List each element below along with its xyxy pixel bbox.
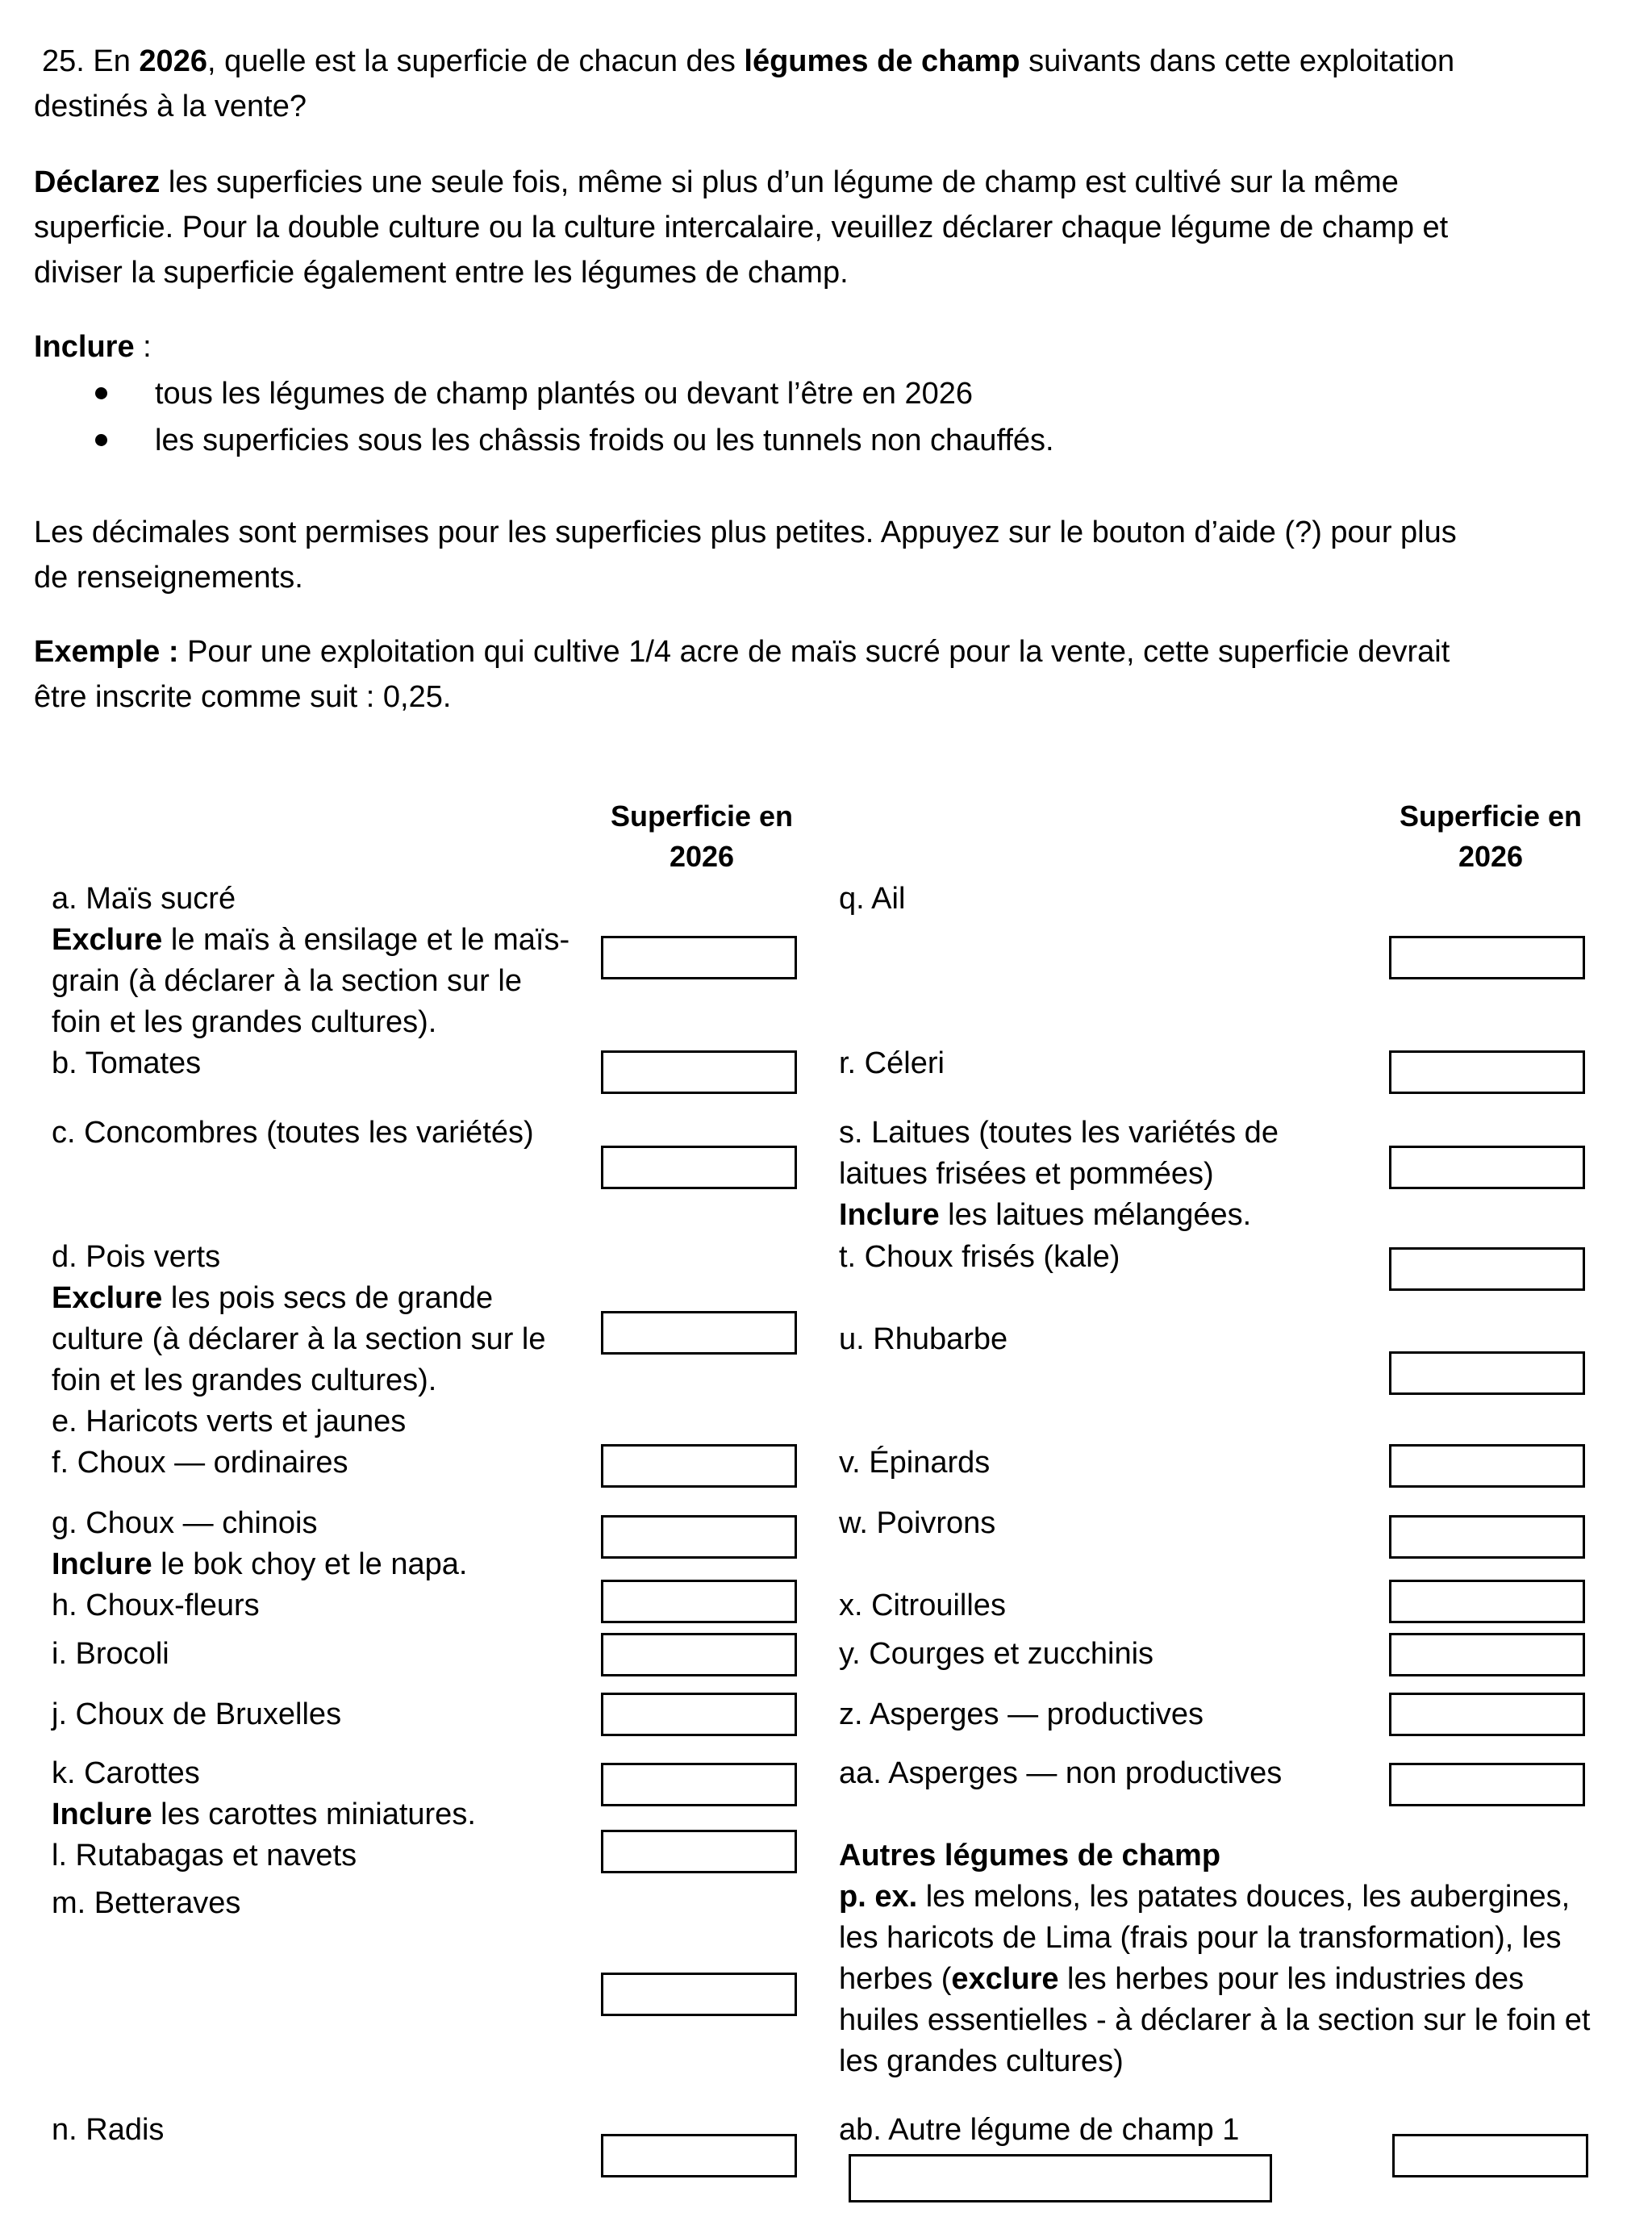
item-b-label: b. Tomates bbox=[52, 1046, 202, 1080]
other-vegetables-note: herbes (exclure les herbes pour les industries des bbox=[839, 1962, 1525, 1996]
item-a-note: grain (à déclarer à la section sur le bbox=[52, 964, 522, 998]
other-vegetables-heading: Autres légumes de champ bbox=[839, 1839, 1221, 1873]
area-input-y[interactable] bbox=[1389, 1633, 1585, 1676]
item-a-note: foin et les grandes cultures). bbox=[52, 1005, 437, 1039]
area-input-u[interactable] bbox=[1389, 1351, 1585, 1395]
item-d-note: culture (à déclarer à la section sur le bbox=[52, 1322, 546, 1356]
area-input-f[interactable] bbox=[601, 1444, 797, 1488]
item-j-label: j. Choux de Bruxelles bbox=[52, 1697, 342, 1731]
decimals-text-line1: Les décimales sont permises pour les superficies plus petites. Appuyez sur le bouton d’aide (?) pour plus bbox=[34, 516, 1457, 549]
area-input-v[interactable] bbox=[1389, 1444, 1585, 1488]
item-v-label: v. Épinards bbox=[839, 1446, 991, 1480]
item-m-label: m. Betteraves bbox=[52, 1886, 241, 1920]
area-input-d-e[interactable] bbox=[601, 1311, 797, 1355]
item-g-note: Inclure le bok choy et le napa. bbox=[52, 1547, 468, 1581]
item-d-note: Exclure les pois secs de grande bbox=[52, 1281, 494, 1315]
other-vegetable-name-input[interactable] bbox=[849, 2154, 1272, 2202]
item-t-label: t. Choux frisés (kale) bbox=[839, 1240, 1120, 1274]
item-k-note: Inclure les carottes miniatures. bbox=[52, 1797, 476, 1831]
item-a-label: a. Maïs sucré bbox=[52, 882, 236, 916]
area-input-t[interactable] bbox=[1389, 1247, 1585, 1291]
item-u-label: u. Rhubarbe bbox=[839, 1322, 1008, 1356]
area-input-l[interactable] bbox=[601, 1830, 797, 1873]
item-h-label: h. Choux-fleurs bbox=[52, 1589, 260, 1622]
area-input-n[interactable] bbox=[601, 2134, 797, 2177]
item-y-label: y. Courges et zucchinis bbox=[839, 1637, 1154, 1671]
area-input-j[interactable] bbox=[601, 1693, 797, 1736]
area-input-ab[interactable] bbox=[1392, 2134, 1588, 2177]
item-ab-label: ab. Autre légume de champ 1 bbox=[839, 2113, 1240, 2147]
bullet-icon bbox=[95, 434, 107, 446]
other-vegetables-note: les haricots de Lima (frais pour la transformation), les bbox=[839, 1921, 1562, 1955]
item-s-note: Inclure les laitues mélangées. bbox=[839, 1198, 1252, 1232]
left-column-header: Superficie en 2026 bbox=[610, 800, 794, 873]
example-text-line2: être inscrite comme suit : 0,25. bbox=[34, 680, 452, 714]
include-heading: Inclure : bbox=[34, 330, 152, 364]
include-bullet-1: tous les légumes de champ plantés ou devant l’être en 2026 bbox=[155, 377, 973, 411]
item-c-label: c. Concombres (toutes les variétés) bbox=[52, 1116, 534, 1150]
area-input-z[interactable] bbox=[1389, 1693, 1585, 1736]
item-s-label: s. Laitues (toutes les variétés de bbox=[839, 1116, 1279, 1150]
area-input-h[interactable] bbox=[601, 1580, 797, 1623]
bullet-icon bbox=[95, 387, 107, 399]
other-vegetables-note: p. ex. les melons, les patates douces, les aubergines, bbox=[839, 1880, 1571, 1914]
item-g-label: g. Choux — chinois bbox=[52, 1506, 318, 1540]
item-a-note: Exclure le maïs à ensilage et le maïs- bbox=[52, 923, 570, 957]
right-column-header: Superficie en 2026 bbox=[1399, 800, 1583, 873]
item-d-note: foin et les grandes cultures). bbox=[52, 1363, 437, 1397]
decimals-text-line2: de renseignements. bbox=[34, 561, 303, 595]
area-input-x[interactable] bbox=[1389, 1580, 1585, 1623]
question-title-line2: destinés à la vente? bbox=[34, 90, 307, 123]
item-k-label: k. Carottes bbox=[52, 1756, 200, 1790]
declare-text-line1: Déclarez les superficies une seule fois, même si plus d’un légume de champ est cultivé sur la même bbox=[34, 165, 1399, 199]
item-i-label: i. Brocoli bbox=[52, 1637, 169, 1671]
item-s-label: laitues frisées et pommées) bbox=[839, 1157, 1214, 1191]
item-l-label: l. Rutabagas et navets bbox=[52, 1839, 357, 1873]
item-q-label: q. Ail bbox=[839, 882, 906, 916]
include-bullet-2: les superficies sous les châssis froids ou les tunnels non chauffés. bbox=[155, 424, 1054, 457]
other-vegetables-note: huiles essentielles - à déclarer à la section sur le foin et bbox=[839, 2003, 1591, 2037]
other-vegetables-note: les grandes cultures) bbox=[839, 2044, 1124, 2078]
item-n-label: n. Radis bbox=[52, 2113, 165, 2147]
item-d-label: d. Pois verts bbox=[52, 1240, 221, 1274]
area-input-g[interactable] bbox=[601, 1515, 797, 1559]
question-title: 25. En 2026, quelle est la superficie de chacun des légumes de champ suivants dans cette exploitation bbox=[42, 44, 1455, 78]
area-input-b[interactable] bbox=[601, 1050, 797, 1094]
area-input-w[interactable] bbox=[1389, 1515, 1585, 1559]
declare-text-line2: superficie. Pour la double culture ou la culture intercalaire, veuillez déclarer chaque légume de champ et bbox=[34, 211, 1449, 244]
area-input-s[interactable] bbox=[1389, 1146, 1585, 1189]
item-f-label: f. Choux — ordinaires bbox=[52, 1446, 348, 1480]
item-w-label: w. Poivrons bbox=[839, 1506, 996, 1540]
area-input-m[interactable] bbox=[601, 1973, 797, 2016]
declare-text-line3: diviser la superficie également entre les légumes de champ. bbox=[34, 256, 849, 290]
example-text-line1: Exemple : Pour une exploitation qui cultive 1/4 acre de maïs sucré pour la vente, cette superficie devrait bbox=[34, 635, 1450, 669]
item-z-label: z. Asperges — productives bbox=[839, 1697, 1204, 1731]
item-aa-label: aa. Asperges — non productives bbox=[839, 1756, 1283, 1790]
area-input-aa[interactable] bbox=[1389, 1763, 1585, 1806]
area-input-r[interactable] bbox=[1389, 1050, 1585, 1094]
area-input-a[interactable] bbox=[601, 936, 797, 979]
item-e-label: e. Haricots verts et jaunes bbox=[52, 1405, 407, 1438]
item-r-label: r. Céleri bbox=[839, 1046, 945, 1080]
area-input-c[interactable] bbox=[601, 1146, 797, 1189]
area-input-q[interactable] bbox=[1389, 936, 1585, 979]
area-input-i[interactable] bbox=[601, 1633, 797, 1676]
item-x-label: x. Citrouilles bbox=[839, 1589, 1006, 1622]
area-input-k[interactable] bbox=[601, 1763, 797, 1806]
